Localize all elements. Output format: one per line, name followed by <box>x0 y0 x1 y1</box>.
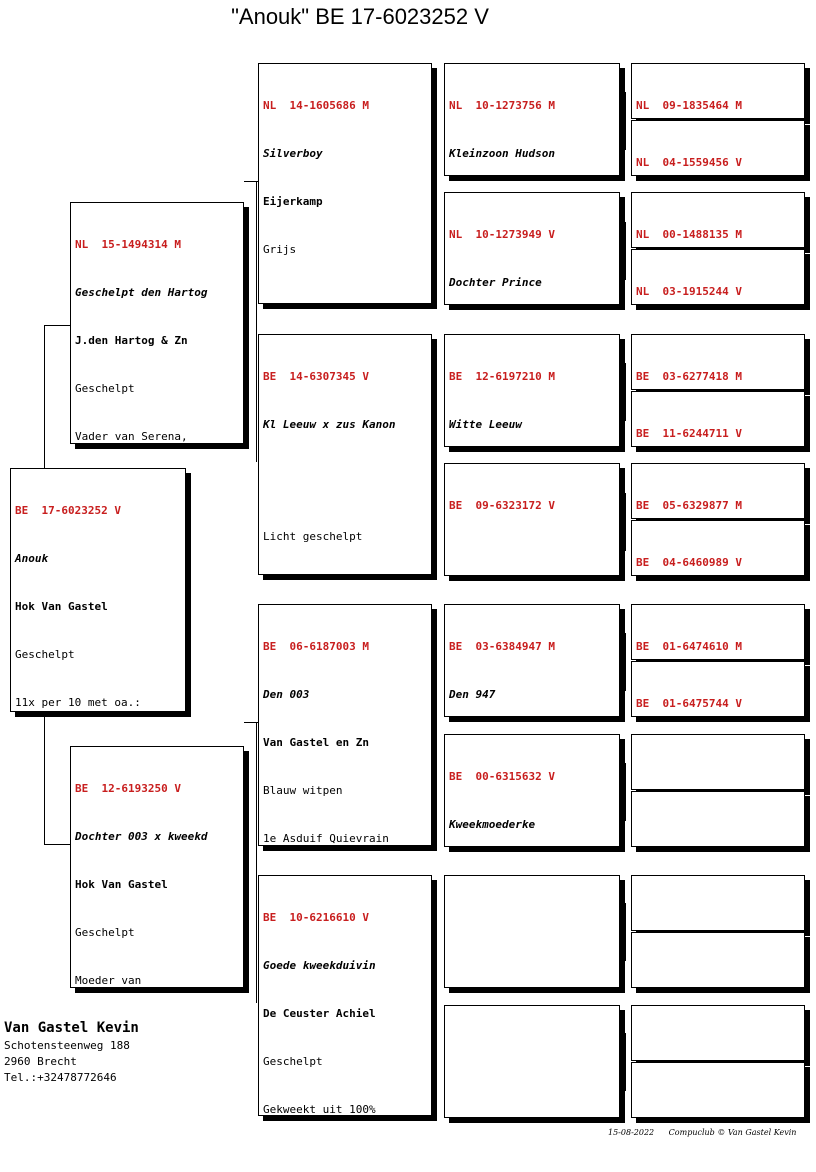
info-line: Geschelpt <box>263 1055 323 1068</box>
connector <box>44 712 45 844</box>
connector <box>625 903 626 961</box>
info-line: Gekweekt uit 100% <box>263 1103 376 1116</box>
ring-number: BE 14-6307345 V <box>263 370 369 383</box>
pigeon-name: Kweekmoederke <box>449 818 536 831</box>
pigeon-name: Dochter Prince <box>449 276 542 289</box>
pigeon-name: Witte Leeuw <box>449 418 522 431</box>
connector <box>44 844 70 845</box>
pigeon-card-empty <box>631 875 805 931</box>
pigeon-card-ancestor[interactable] <box>631 661 805 717</box>
pigeon-card-great-grandparent[interactable] <box>444 734 620 847</box>
breeder: Eijerkamp <box>263 195 323 208</box>
connector <box>436 120 437 242</box>
pigeon-card-ancestor[interactable] <box>631 520 805 576</box>
ring-number: BE 05-6329877 M <box>636 499 742 512</box>
pigeon-card-great-grandparent[interactable] <box>444 604 620 717</box>
pigeon-card-dam[interactable] <box>70 746 244 988</box>
pigeon-card-sire[interactable] <box>70 202 244 444</box>
ring-number: BE 11-6244711 V <box>636 427 742 440</box>
connector <box>625 363 626 421</box>
pigeon-card-empty <box>444 875 620 988</box>
info-line: Vader van Serena, <box>75 430 188 443</box>
ring-number: NL 14-1605686 M <box>263 99 369 112</box>
pigeon-card-subject[interactable] <box>10 468 186 712</box>
info-line: Blauw witpen <box>263 784 343 797</box>
ring-number: BE 09-6323172 V <box>449 499 555 512</box>
info-line: Geschelpt <box>15 648 75 661</box>
pigeon-card-great-grandparent[interactable] <box>444 63 620 176</box>
info-line: 1e Asduif Quievrain <box>263 832 389 845</box>
owner-block <box>4 1018 139 1086</box>
ring-number: BE 03-6384947 M <box>449 640 555 653</box>
owner-name: Van Gastel Kevin <box>4 1020 139 1036</box>
connector <box>436 930 437 1055</box>
ring-number: BE 03-6277418 M <box>636 370 742 383</box>
ring-number: BE 12-6197210 M <box>449 370 555 383</box>
info-line: Moeder van <box>75 974 142 987</box>
pedigree-title: "Anouk" BE 17-6023252 V <box>231 4 489 29</box>
ring-number: NL 15-1494314 M <box>75 238 181 251</box>
pigeon-card-empty <box>631 1005 805 1061</box>
connector <box>625 222 626 280</box>
footer-date: 15-08-2022 <box>608 1128 655 1137</box>
info-line: Grijs <box>263 243 297 256</box>
pigeon-card-ancestor[interactable] <box>631 334 805 390</box>
breeder: Van Gastel en Zn <box>263 736 369 749</box>
breeder: De Ceuster Achiel <box>263 1007 376 1020</box>
pigeon-name: Kl Leeuw x zus Kanon <box>263 418 396 431</box>
pigeon-name: Dochter 003 x kweekd <box>75 830 208 843</box>
ring-number: BE 06-6187003 M <box>263 640 369 653</box>
pigeon-name: Silverboy <box>263 147 323 160</box>
ring-number: NL 04-1559456 V <box>636 156 742 169</box>
connector <box>625 92 626 150</box>
pigeon-card-empty <box>631 734 805 790</box>
pigeon-name: Den 947 <box>449 688 496 701</box>
pigeon-card-ancestor[interactable] <box>631 192 805 248</box>
pigeon-card-ancestor[interactable] <box>631 249 805 305</box>
pigeon-name: Goede kweekduivin <box>263 959 376 972</box>
connector <box>256 722 257 1003</box>
ring-number: BE 00-6315632 V <box>449 770 555 783</box>
pigeon-card-ancestor[interactable] <box>631 604 805 660</box>
ring-number: BE 04-6460989 V <box>636 556 742 569</box>
ring-number: NL 10-1273949 V <box>449 228 555 241</box>
connector <box>44 325 45 468</box>
ring-number: BE 01-6475744 V <box>636 697 742 710</box>
owner-street: Schotensteenweg 188 <box>4 1039 130 1052</box>
connector <box>44 325 70 326</box>
pigeon-card-great-grandparent[interactable] <box>444 334 620 447</box>
pigeon-card-ancestor[interactable] <box>631 63 805 119</box>
pigeon-name: Den 003 <box>263 688 310 701</box>
connector <box>256 181 257 462</box>
pigeon-name: Anouk <box>15 552 49 565</box>
pigeon-card-great-grandparent[interactable] <box>444 192 620 305</box>
ring-number: BE 01-6474610 M <box>636 640 742 653</box>
pigeon-card-empty <box>631 1062 805 1118</box>
connector <box>436 660 437 785</box>
connector <box>625 763 626 821</box>
owner-phone: Tel.:+32478772646 <box>4 1071 117 1084</box>
pigeon-name: Kleinzoon Hudson <box>449 147 555 160</box>
pigeon-card-grandparent[interactable] <box>258 604 432 846</box>
pigeon-name: Geschelpt den Hartog <box>75 286 208 299</box>
info-line: Licht geschelpt <box>263 530 363 543</box>
breeder: Hok Van Gastel <box>75 878 168 891</box>
pigeon-card-empty <box>631 932 805 988</box>
info-line: Geschelpt <box>75 382 135 395</box>
ring-number: BE 17-6023252 V <box>15 504 121 517</box>
pigeon-card-empty <box>444 1005 620 1118</box>
breeder: J.den Hartog & Zn <box>75 334 188 347</box>
ring-number: NL 00-1488135 M <box>636 228 742 241</box>
pigeon-card-ancestor[interactable] <box>631 391 805 447</box>
pigeon-card-grandparent[interactable] <box>258 63 432 304</box>
connector <box>625 493 626 551</box>
info-line: 11x per 10 met oa.: <box>15 696 141 709</box>
info-line: Geschelpt <box>75 926 135 939</box>
pigeon-card-grandparent[interactable] <box>258 875 432 1116</box>
ring-number: NL 10-1273756 M <box>449 99 555 112</box>
owner-city: 2960 Brecht <box>4 1055 77 1068</box>
ring-number: NL 09-1835464 M <box>636 99 742 112</box>
ring-number: NL 03-1915244 V <box>636 285 742 298</box>
pigeon-card-ancestor[interactable] <box>631 120 805 176</box>
pigeon-card-ancestor[interactable] <box>631 463 805 519</box>
breeder: Hok Van Gastel <box>15 600 108 613</box>
connector <box>625 1033 626 1091</box>
pigeon-card-empty <box>631 791 805 847</box>
footer-credit: Compuclub © Van Gastel Kevin <box>668 1128 797 1137</box>
connector <box>436 385 437 510</box>
ring-number: BE 10-6216610 V <box>263 911 369 924</box>
connector <box>625 633 626 691</box>
footer <box>608 1128 796 1137</box>
pigeon-card-grandparent[interactable] <box>258 334 432 575</box>
pigeon-card-great-grandparent[interactable] <box>444 463 620 576</box>
ring-number: BE 12-6193250 V <box>75 782 181 795</box>
